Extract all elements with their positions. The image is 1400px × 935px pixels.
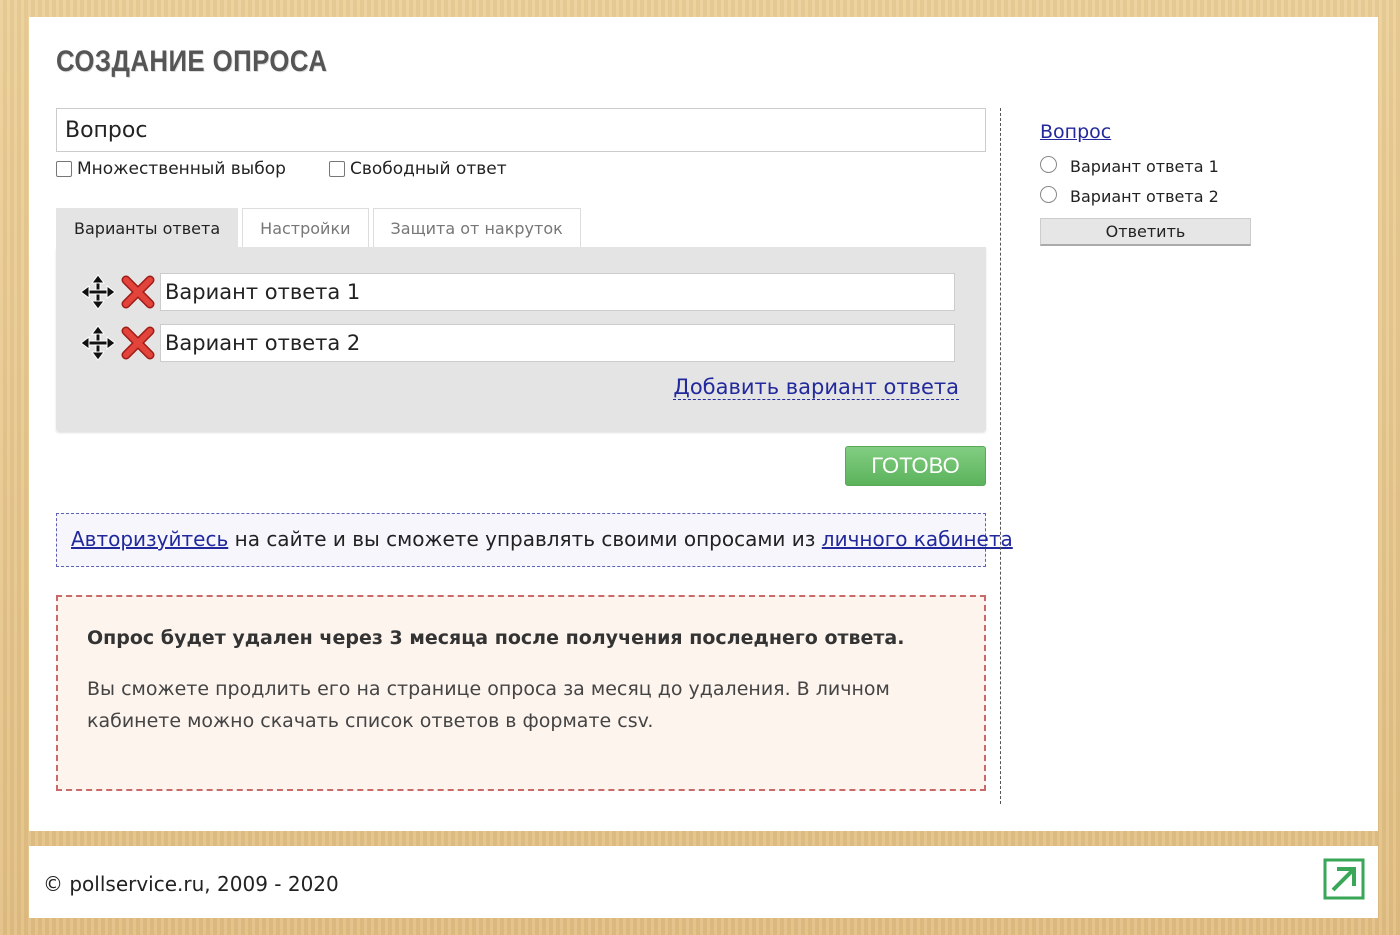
move-icon[interactable] [80, 274, 116, 310]
submit-answer-button[interactable]: Ответить [1040, 218, 1251, 246]
free-answer-checkbox-box[interactable] [329, 161, 345, 177]
tab-settings[interactable]: Настройки [242, 208, 368, 248]
delete-icon[interactable] [120, 325, 156, 361]
footer [29, 846, 1378, 918]
answer-input-2[interactable] [160, 324, 955, 362]
vertical-divider [1000, 108, 1001, 804]
preview-option[interactable] [1040, 187, 1251, 206]
free-answer-label: Свободный ответ [350, 159, 507, 179]
move-icon[interactable] [80, 325, 116, 361]
poll-preview [1040, 121, 1251, 246]
preview-option-label: Вариант ответа 1 [1070, 157, 1219, 176]
page-title: СОЗДАНИЕ ОПРОСА [56, 45, 328, 78]
delete-icon[interactable] [120, 274, 156, 310]
multiple-choice-label: Множественный выбор [77, 159, 286, 179]
warning-text: Вы сможете продлить его на странице опроса за месяц до удаления. В личном кабинете можно скачать список ответов в формате csv. [87, 678, 890, 732]
answer-row [80, 324, 955, 362]
preview-option-label: Вариант ответа 2 [1070, 187, 1219, 206]
preview-option[interactable] [1040, 157, 1251, 176]
auth-notice [56, 513, 1013, 567]
radio-button[interactable] [1040, 186, 1057, 203]
login-link[interactable]: Авторизуйтесь [71, 527, 229, 551]
copyright-text: © pollservice.ru, 2009 - 2020 [43, 872, 339, 896]
radio-button[interactable] [1040, 156, 1057, 173]
external-arrow-icon[interactable] [1323, 858, 1365, 900]
answers-panel [56, 247, 986, 431]
tab-fraud-protection[interactable]: Защита от накруток [373, 208, 581, 248]
preview-question-link[interactable]: Вопрос [1040, 121, 1112, 143]
answer-row [80, 273, 955, 311]
tab-answer-options[interactable]: Варианты ответа [56, 208, 238, 248]
question-input[interactable] [56, 108, 986, 152]
add-answer-link[interactable]: Добавить вариант ответа [673, 375, 959, 399]
done-button[interactable]: ГОТОВО [845, 446, 986, 486]
answer-input-1[interactable] [160, 273, 955, 311]
free-answer-checkbox[interactable] [329, 159, 507, 179]
warning-title: Опрос будет удален через 3 месяца после получения последнего ответа. [87, 627, 905, 649]
multiple-choice-checkbox[interactable] [56, 159, 286, 179]
tab-bar [56, 208, 585, 248]
auth-notice-text: на сайте и вы сможете управлять своими опросами из [228, 527, 822, 551]
main-panel [29, 17, 1378, 831]
cabinet-link[interactable]: личного кабинета [821, 527, 1013, 551]
deletion-warning [56, 595, 986, 791]
multiple-choice-checkbox-box[interactable] [56, 161, 72, 177]
